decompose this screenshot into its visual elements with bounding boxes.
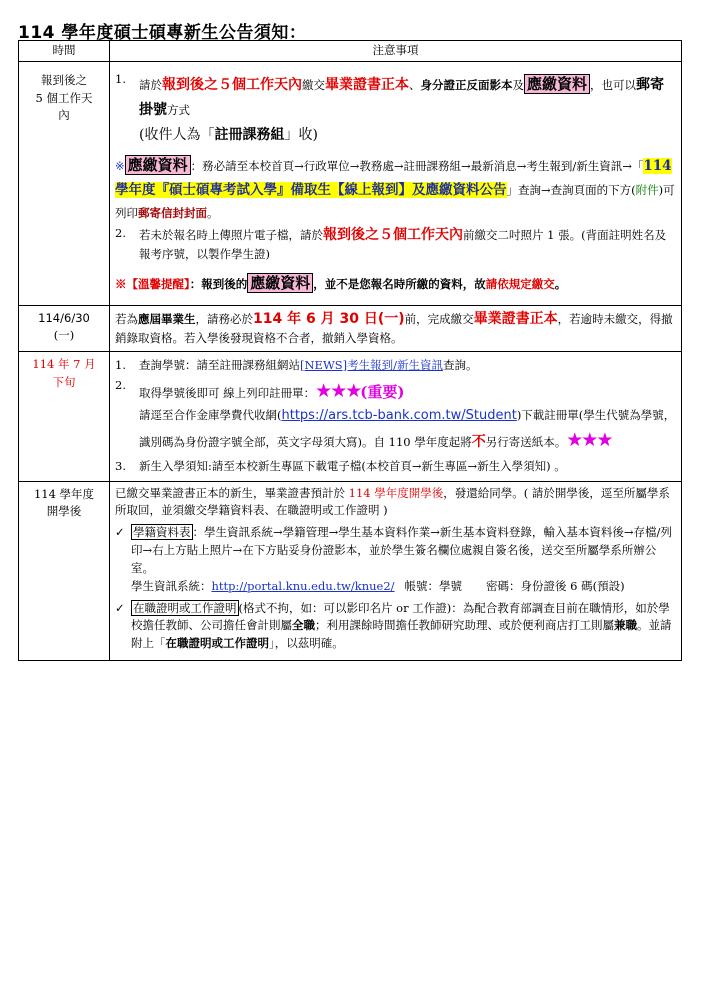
text: 前，完成繳交 xyxy=(404,311,474,326)
check-icon: ✓ xyxy=(115,600,125,615)
text: 及 xyxy=(512,77,524,92)
text: 」查詢→查詢頁面的下方( xyxy=(506,183,636,197)
warm-reminder xyxy=(115,272,676,295)
text: 查詢。 xyxy=(443,358,478,372)
star-icon: ★★★ xyxy=(315,379,361,402)
time-line: (一) xyxy=(53,328,75,343)
employment-proof-label: 在職證明或工作證明 xyxy=(133,600,237,615)
text: 新生入學須知:請至本校新生專區下載電子檔(本校首頁→新生專區→新生入學須知) 。 xyxy=(139,458,566,473)
text: 取得學號後即可 線上列印註冊單： xyxy=(139,385,316,400)
time-line: 114/6/30 xyxy=(38,310,90,325)
time-line: 114 學年度 xyxy=(33,486,95,501)
text: 。 xyxy=(554,277,567,292)
text: ，若逾時未繳交，得撤銷錄取資格。若入學後發現資格不合者，撤銷入學資格。 xyxy=(115,311,673,346)
deadline-date: 114 年 6 月 30 日(一) xyxy=(253,310,405,327)
required-docs-badge: 應繳資料 xyxy=(125,155,191,175)
deadline-text: 報到後之５個工作天內 xyxy=(323,226,463,243)
text: 另行寄送紙本。 xyxy=(485,435,567,450)
text: 若為 xyxy=(115,311,138,326)
text: ，請務必於 xyxy=(195,311,253,326)
table-header-row xyxy=(19,41,682,62)
text: 繳交 xyxy=(302,77,325,92)
text: ，也可以 xyxy=(590,77,637,92)
notes-cell xyxy=(110,352,682,482)
text: 請逕至合作金庫學費代收網( xyxy=(139,408,282,423)
time-line: 114 年 7 月 xyxy=(32,357,96,371)
checklist-item xyxy=(115,524,676,595)
note-mark: ※ xyxy=(115,159,125,174)
notes-cell xyxy=(110,481,682,660)
fulltime-text: 全職 xyxy=(292,618,315,633)
list-item xyxy=(115,357,676,375)
table-row xyxy=(19,305,682,352)
time-line: 5 個工作天 xyxy=(35,90,93,105)
deadline-text: 報到後之５個工作天內 xyxy=(162,76,302,93)
table-row xyxy=(19,61,682,305)
student-record-form-label: 學籍資料表 xyxy=(133,525,191,540)
col-time-header: 時間 xyxy=(19,41,110,62)
time-cell xyxy=(19,305,110,352)
proof-text: 在職證明或工作證明 xyxy=(165,636,269,651)
note-block xyxy=(115,152,676,222)
password-text: 密碼：身份證後 6 碼(預設) xyxy=(486,578,625,593)
tcb-bank-link[interactable]: https://ars.tcb-bank.com.tw/Student xyxy=(281,408,517,424)
id-copy-text: 身分證正反面影本 xyxy=(420,77,513,92)
news-link[interactable]: [NEWS]考生報到/新生資訊 xyxy=(300,358,444,372)
notes-cell xyxy=(110,305,682,352)
time-cell xyxy=(19,481,110,660)
text: 請於 xyxy=(139,77,162,92)
return-time-text: 114 學年度開學後 xyxy=(348,485,444,500)
account-text: 帳號：學號 xyxy=(404,578,463,593)
time-line: 開學後 xyxy=(46,504,82,519)
notes-cell xyxy=(110,61,682,305)
text: 」，以茲明確。 xyxy=(269,636,344,651)
text: 查詢學號：請至註冊課務組網站 xyxy=(139,358,300,372)
list-item xyxy=(115,458,676,476)
text: (收件人為「 xyxy=(139,127,215,144)
text: 已繳交畢業證書正本的新生，畢業證書預計於 xyxy=(115,485,349,500)
envelope-cover-text: 郵寄信封封面 xyxy=(138,205,207,220)
text: ：學生資訊系統→學籍管理→學生基本資料作業→新生基本資料登錄，輸入基本資料後→存檔/列印→右上方貼上照片→在下方貼妥身份證影本，並於學生簽名欄位處親自簽名後，送交至所屬學系所辦公室。 xyxy=(131,525,672,575)
item-number: 2. xyxy=(115,377,126,392)
text: 」收) xyxy=(284,127,318,144)
list-item xyxy=(115,225,676,265)
text: ，發還給同學。( 請於開學後，逕至所屬學系所取回，並須繳交學籍資料表、在職證明或工作證明 ) xyxy=(115,485,670,518)
time-line: 報到後之 xyxy=(41,72,87,87)
table-row xyxy=(19,352,682,482)
check-icon: ✓ xyxy=(115,525,125,540)
text: 若未於報名時上傳照片電子檔，請於 xyxy=(139,227,323,242)
announcement-title: 114 學年度『碩士碩專考試入學』備取生【線上報到】及應繳資料公告 xyxy=(115,158,672,198)
text: 。 xyxy=(207,205,219,220)
required-docs-badge: 應繳資料 xyxy=(524,74,590,94)
text: ：為配合教育部調查目前在職情形，如於學校擔任教師、公司擔任會計則屬 xyxy=(131,600,670,633)
text: ：報到後的 xyxy=(189,277,248,292)
graduates-text: 應屆畢業生 xyxy=(138,311,196,326)
required-docs-badge: 應繳資料 xyxy=(247,273,313,293)
item-number: 1. xyxy=(115,71,126,86)
time-cell xyxy=(19,352,110,482)
table-row xyxy=(19,481,682,660)
notice-table xyxy=(18,40,682,661)
checklist-item xyxy=(115,600,676,653)
registrar-text: 註冊課務組 xyxy=(214,127,285,144)
col-notes-header: 注意事項 xyxy=(110,41,682,62)
text: ；利用課餘時間擔任教師研究助理、或於便利商店打工則屬 xyxy=(315,618,614,633)
text: 學生資訊系統： xyxy=(131,578,212,593)
important-label: (重要) xyxy=(360,382,405,401)
registered-mail-text: 郵寄掛號 xyxy=(139,76,665,118)
text: 方式 xyxy=(167,103,190,117)
item-number: 2. xyxy=(115,225,126,240)
item-number: 1. xyxy=(115,358,126,372)
page-title: 114 學年度碩士碩專新生公告須知： xyxy=(18,23,307,43)
list-item xyxy=(115,71,676,149)
text: ，並不是您報名時所繳的資料，故 xyxy=(313,277,486,292)
time-cell xyxy=(19,61,110,305)
list-item xyxy=(115,377,676,456)
time-line: 下旬 xyxy=(52,374,76,389)
text: )可列印 xyxy=(115,183,675,220)
text: ：務必請至本校首頁→行政單位→教務處→註冊課務組→最新消息→考生報到/新生資訊→「 xyxy=(190,159,644,174)
text: (格式不拘，如：可以影印名片 or 工作證) xyxy=(238,600,452,615)
reminder-label: ※【溫馨提醒】 xyxy=(115,277,190,292)
text: 前繳交二吋照片 1 張。(背面註明姓名及報考序號，以製作學生證) xyxy=(139,227,667,262)
star-icon: ★★★ xyxy=(566,429,612,452)
diploma-text: 畢業證書正本 xyxy=(325,76,409,93)
text: )下載註冊單(學生代號為學號，識別碼為身份證字號全部，英文字母須大寫)。自 110 學年度起將 xyxy=(139,408,676,450)
attachment-text: 附件 xyxy=(635,183,659,197)
text: 。並請附上「 xyxy=(131,618,672,651)
intro-text xyxy=(115,485,676,521)
text: 請依規定繳交 xyxy=(485,277,555,292)
time-line: 內 xyxy=(58,108,70,123)
portal-link[interactable]: http://portal.knu.edu.tw/knue2/ xyxy=(211,578,395,593)
item-number: 3. xyxy=(115,458,126,473)
diploma-text: 畢業證書正本 xyxy=(473,310,558,327)
parttime-text: 兼職 xyxy=(614,618,637,633)
text: 、 xyxy=(409,77,421,92)
not-text: 不 xyxy=(471,434,486,451)
